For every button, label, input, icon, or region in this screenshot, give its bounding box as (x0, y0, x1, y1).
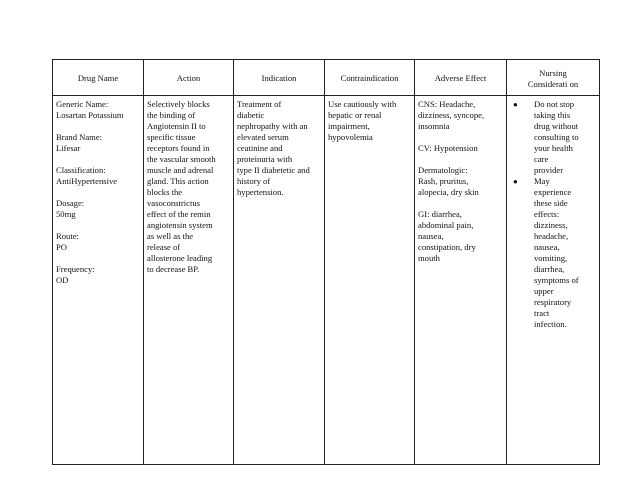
nursing-text-line: consulting to (534, 132, 579, 142)
action-text-line: gland. This action (147, 176, 209, 186)
indication-text-line: history of (237, 176, 271, 186)
adverse-effect-line: CNS: Headache, (418, 99, 476, 109)
adverse-effect-line: constipation, dry (418, 242, 476, 252)
indication-text-line: elevated serum (237, 132, 289, 142)
drug-field-label: Brand Name: (56, 132, 103, 142)
indication-text-line: hypertension. (237, 187, 284, 197)
adverse-effect-line: insomnia (418, 121, 450, 131)
drug-field-value: Lifesar (56, 143, 81, 153)
cell-contraindication (325, 96, 415, 465)
drug-study-table (52, 59, 600, 465)
spacer (418, 154, 503, 165)
adverse-effect-line: CV: Hypotension (418, 143, 478, 153)
cell-adverse-effect (415, 96, 507, 465)
adverse-effect-line: abdominal pain, (418, 220, 474, 230)
spacer (56, 220, 140, 231)
nursing-text-line: infection. (534, 319, 567, 329)
header-nursing-line: Nursing (539, 67, 567, 78)
nursing-text-line: respiratory (534, 297, 572, 307)
nursing-text-line: effects: (534, 209, 560, 219)
adverse-effect-line: dizziness, syncope, (418, 110, 485, 120)
cell-action (144, 96, 234, 465)
action-text-line: the binding of (147, 110, 196, 120)
nursing-text-line: these side (534, 198, 568, 208)
header-adverse-effect: Adverse Effect (415, 60, 507, 96)
drug-field-value: Losartan Potassium (56, 110, 124, 120)
bullet-icon: ● (513, 100, 518, 109)
nursing-text-line: care (534, 154, 549, 164)
header-nursing-line: Considerati on (527, 78, 579, 89)
action-text-line: Angiotensin II to (147, 121, 206, 131)
nursing-text-line: diarrhea, (534, 264, 565, 274)
adverse-effect-line: mouth (418, 253, 440, 263)
spacer (418, 198, 503, 209)
action-text-line: to decrease BP. (147, 264, 200, 274)
nursing-text-line: provider (534, 165, 564, 175)
action-text-line: effect of the remin (147, 209, 211, 219)
nursing-text-line: headache, (534, 231, 569, 241)
nursing-text-line: tract (534, 308, 550, 318)
spacer (56, 154, 140, 165)
cell-drug-name (53, 96, 144, 465)
spacer (418, 132, 503, 143)
nursing-text-line: nausea, (534, 242, 560, 252)
nursing-text-line: your health (534, 143, 573, 153)
table-row (53, 96, 600, 465)
action-text-line: release of (147, 242, 181, 252)
adverse-effect-line: alopecia, dry skin (418, 187, 479, 197)
indication-text-line: diabetic (237, 110, 265, 120)
drug-field-label: Generic Name: (56, 99, 109, 109)
indication-text-line: nephropathy with an (237, 121, 308, 131)
indication-text-line: proteinuria with (237, 154, 293, 164)
drug-field-label: Route: (56, 231, 79, 241)
spacer (56, 253, 140, 264)
action-text-line: muscle and adrenal (147, 165, 214, 175)
cell-nursing-consideration (507, 96, 600, 465)
indication-text-line: type II diabetetic and (237, 165, 310, 175)
action-text-line: receptors found in (147, 143, 210, 153)
action-text-line: as well as the (147, 231, 194, 241)
drug-field-label: Classification: (56, 165, 106, 175)
indication-text-line: ceatinine and (237, 143, 283, 153)
contraindication-text-line: Use cautiously with (328, 99, 397, 109)
contraindication-text-line: hypovolemia (328, 132, 373, 142)
drug-field-value: 50mg (56, 209, 76, 219)
nursing-text-line: vomiting, (534, 253, 568, 263)
action-text-line: vasoconstrictus (147, 198, 200, 208)
header-contraindication: Contraindication (325, 60, 415, 96)
contraindication-text-line: impairment, (328, 121, 370, 131)
nursing-text-line: experience (534, 187, 572, 197)
header-indication: Indication (234, 60, 325, 96)
indication-text-line: Treatment of (237, 99, 282, 109)
header-action: Action (144, 60, 234, 96)
drug-field-value: OD (56, 275, 69, 285)
adverse-effect-line: nausea, (418, 231, 444, 241)
action-text-line: specific tissue (147, 132, 196, 142)
contraindication-text-line: hepatic or renal (328, 110, 382, 120)
list-item (510, 176, 596, 330)
action-text-line: Selectively blocks (147, 99, 210, 109)
nursing-text-line: taking this (534, 110, 571, 120)
nursing-text-line: symptoms of (534, 275, 579, 285)
bullet-icon: ● (513, 177, 518, 186)
action-text-line: allosterone leading (147, 253, 213, 263)
drug-field-label: Dosage: (56, 198, 85, 208)
nursing-text-line: May (534, 176, 550, 186)
action-text-line: the vascular smooth (147, 154, 216, 164)
list-item (510, 99, 596, 176)
header-drug-name: Drug Name (53, 60, 144, 96)
spacer (56, 187, 140, 198)
drug-field-value: PO (56, 242, 67, 252)
drug-field-value: AntiHypertensive (56, 176, 118, 186)
nursing-text-line: dizziness, (534, 220, 568, 230)
nursing-list (510, 99, 596, 330)
table-header-row (53, 60, 600, 96)
nursing-text-line: drug without (534, 121, 579, 131)
drug-field-label: Frequency: (56, 264, 95, 274)
adverse-effect-line: Rash, pruritus, (418, 176, 469, 186)
action-text-line: blocks the (147, 187, 183, 197)
adverse-effect-line: GI: diarrhea, (418, 209, 462, 219)
nursing-text-line: Do not stop (534, 99, 575, 109)
nursing-text-line: upper (534, 286, 554, 296)
cell-indication (234, 96, 325, 465)
header-nursing-consideration (507, 60, 600, 96)
action-text-line: angiotensin system (147, 220, 213, 230)
spacer (56, 121, 140, 132)
adverse-effect-line: Dermatologic: (418, 165, 468, 175)
